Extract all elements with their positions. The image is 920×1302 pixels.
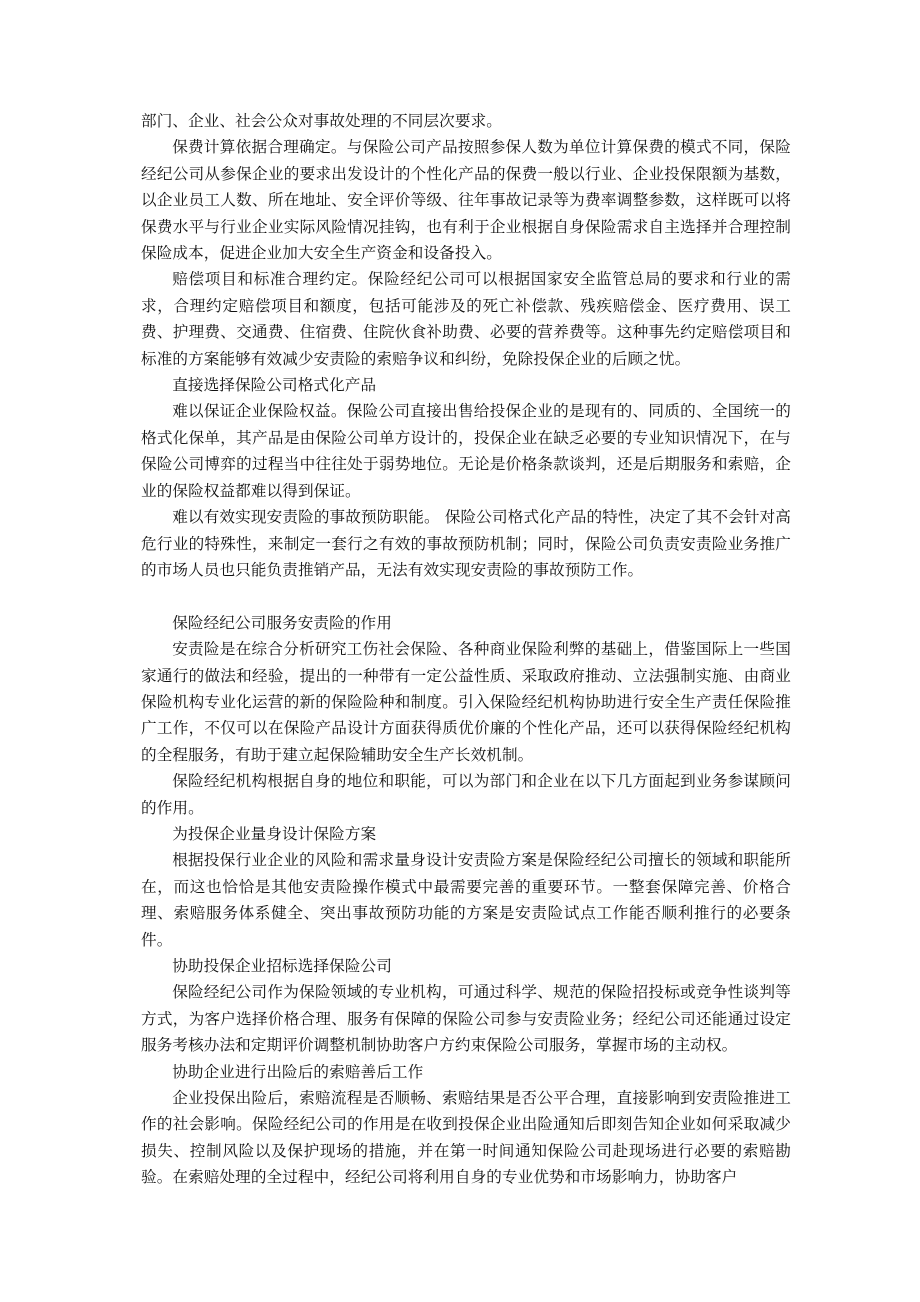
- paragraph-claims-assistance: 企业投保出险后，索赔流程是否顺畅、索赔结果是否公平合理，直接影响到安责险推进工作的社会影响。保险经纪公司的作用是在收到投保企业出险通知后即刻告知企业如何采取减少损失、控制风险以及保护现场的措施，并在第一时间通知保险公司赴现场进行必要的索赔勘验。在索赔处理的全过程中，经纪公司将利用自身的专业优势和市场影响力，协助客户: [141, 1089, 791, 1187]
- heading-claims-assistance: 协助企业进行出险后的索赔善后工作: [172, 1062, 424, 1081]
- paragraph-compensation-items: 赔偿项目和标准合理约定。保险经纪公司可以根据国家安全监管总局的要求和行业的需求，合理约定赔偿项目和额度，包括可能涉及的死亡补偿款、残疾赔偿金、医疗费用、误工费、护理费、交通费、住宿费、住院伙食补助费、必要的营养费等。这种事先约定赔偿项目和标准的方案能够有效减少安责险的索赔争议和纠纷，免除投保企业的后顾之忧。: [141, 270, 791, 368]
- paragraph-premium-calculation: 保费计算依据合理确定。与保险公司产品按照参保人数为单位计算保费的模式不同，保险经纪公司从参保企业的要求出发设计的个性化产品的保费一般以行业、企业投保限额为基数，以企业员工人数、所在地址、安全评价等级、往年事故记录等为费率调整参数，这样既可以将保费水平与行业企业实际风险情况挂钩，也有利于企业根据自身保险需求自主选择并合理控制保险成本，促进企业加大安全生产资金和设备投入。: [141, 138, 791, 263]
- heading-bidding-selection: 协助投保企业招标选择保险公司: [172, 956, 392, 975]
- paragraph-bidding-selection: 保险经纪公司作为保险领域的专业机构，可通过科学、规范的保险招投标或竞争性谈判等方式，为客户选择价格合理、服务有保障的保险公司参与安责险业务；经纪公司还能通过设定服务考核办法和定期评价调整机制协助客户方约束保险公司服务，掌握市场的主动权。: [141, 983, 791, 1055]
- blank-line: [141, 583, 791, 609]
- heading-direct-format-products: 直接选择保险公司格式化产品: [172, 376, 377, 395]
- heading-tailored-plan: 为投保企业量身设计保险方案: [172, 824, 377, 843]
- paragraph-continued: 部门、企业、社会公众对事故处理的不同层次要求。: [141, 112, 502, 130]
- heading-broker-role: 保险经纪公司服务安责险的作用: [172, 613, 392, 632]
- paragraph-safety-liability-insurance: 安责险是在综合分析研究工伤社会保险、各种商业保险利弊的基础上，借鉴国际上一些国家通行的做法和经验，提出的一种带有一定公益性质、采取政府推动、立法强制实施、由商业保险机构专业化运营的新的保险险种和制度。引入保险经纪机构协助进行安全生产责任保险推广工作，不仅可以在保险产品设计方面获得质优价廉的个性化产品，还可以获得保险经纪机构的全程服务，有助于建立起保险辅助安全生产长效机制。: [141, 640, 791, 764]
- document-body: [141, 108, 791, 1191]
- paragraph-tailored-plan: 根据投保行业企业的风险和需求量身设计安责险方案是保险经纪公司擅长的领域和职能所在，而这也恰恰是其他安责险操作模式中最需要完善的重要环节。一整套保障完善、价格合理、索赔服务体系健全、突出事故预防功能的方案是安责险试点工作能否顺利推行的必要条件。: [141, 851, 791, 949]
- paragraph-broker-advisor: 保险经纪机构根据自身的地位和职能，可以为部门和企业在以下几方面起到业务参谋顾问的作用。: [141, 772, 791, 817]
- paragraph-insurance-rights: 难以保证企业保险权益。保险公司直接出售给投保企业的是现有的、同质的、全国统一的格式化保单，其产品是由保险公司单方设计的，投保企业在缺乏必要的专业知识情况下，在与保险公司博弈的过程当中往往处于弱势地位。无论是价格条款谈判，还是后期服务和索赔，企业的保险权益都难以得到保证。: [141, 402, 791, 500]
- paragraph-accident-prevention: 难以有效实现安责险的事故预防职能。 保险公司格式化产品的特性，决定了其不会针对高危行业的特殊性，来制定一套行之有效的事故预防机制；同时，保险公司负责安责险业务推广的市场人员也只能负责推销产品，无法有效实现安责险的事故预防工作。: [141, 508, 791, 579]
